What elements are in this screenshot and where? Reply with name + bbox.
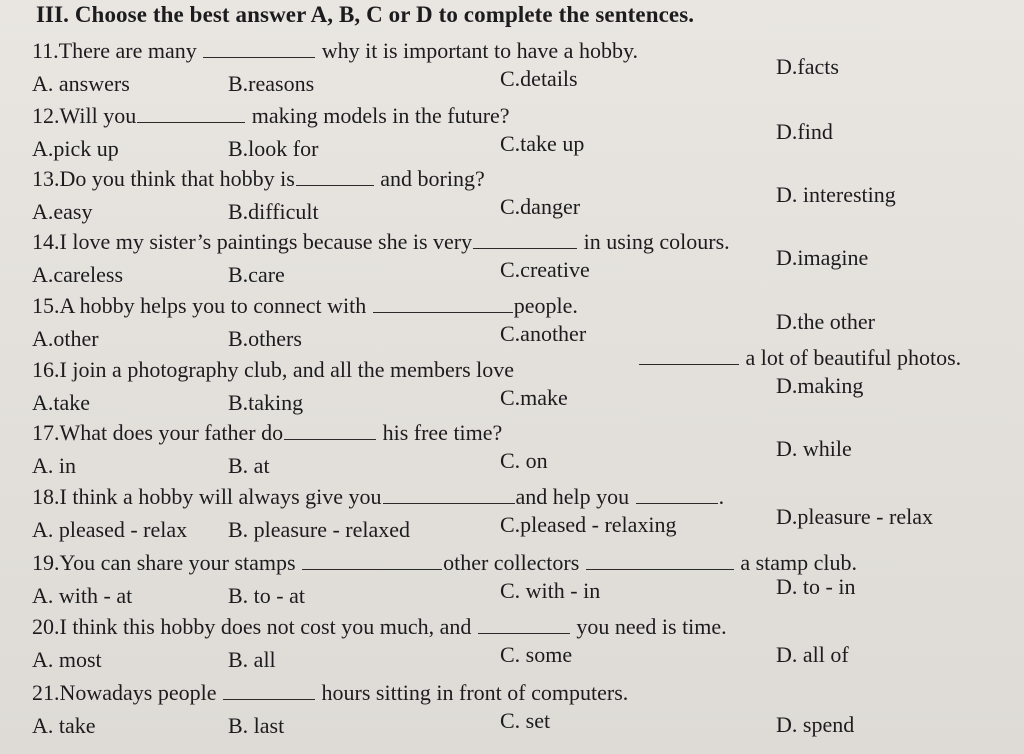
option-c[interactable]: C.make: [500, 385, 568, 410]
answer-blank[interactable]: [137, 104, 245, 123]
option-d[interactable]: D.imagine: [776, 245, 869, 270]
option-c[interactable]: C. on: [500, 448, 548, 473]
question-stem: 12.Will you making models in the future?: [32, 103, 510, 128]
answer-blank[interactable]: [383, 485, 515, 504]
answer-blank[interactable]: [302, 551, 442, 570]
option-a[interactable]: A. in: [32, 453, 76, 478]
option-a[interactable]: A.take: [32, 390, 91, 415]
question-stem: 21.Nowadays people hours sitting in front of computers.: [32, 680, 629, 705]
option-c[interactable]: C.take up: [500, 131, 585, 156]
question-12: [0, 103, 1024, 167]
option-b[interactable]: B.reasons: [228, 71, 315, 96]
question-14: [0, 229, 1024, 293]
question-18: [0, 484, 1024, 548]
option-b[interactable]: B.taking: [228, 390, 304, 415]
question-stem: 15.A hobby helps you to connect with people.: [32, 293, 578, 318]
option-b[interactable]: B. all: [228, 647, 276, 672]
option-c[interactable]: C.another: [500, 321, 587, 346]
option-d[interactable]: D.pleasure - relax: [776, 504, 933, 529]
question-20: [0, 614, 1024, 678]
option-a[interactable]: A.other: [32, 326, 99, 351]
question-stem: 16.I join a photography club, and all the members love: [32, 357, 515, 382]
answer-blank[interactable]: [284, 421, 376, 440]
option-b[interactable]: B. pleasure - relaxed: [228, 517, 411, 542]
question-21: [0, 680, 1024, 744]
question-stem: 13.Do you think that hobby is and boring?: [32, 166, 485, 191]
question-16: 16.I join a photography club, and all the members love a lot of beautiful photos. A.take B.taking C.make D.making: [32, 345, 962, 415]
option-d[interactable]: D. interesting: [776, 182, 896, 207]
question-stem: 14.I love my sister’s paintings because she is very in using colours.: [32, 229, 730, 254]
option-a[interactable]: A. pleased - relax: [32, 517, 188, 542]
answer-blank[interactable]: [203, 39, 315, 58]
answer-blank[interactable]: [478, 615, 570, 634]
question-17: [0, 420, 1024, 484]
option-d[interactable]: D.the other: [776, 309, 875, 334]
option-d[interactable]: D. to - in: [776, 574, 856, 599]
answer-blank-2[interactable]: [586, 551, 734, 570]
option-d[interactable]: D. while: [776, 436, 852, 461]
option-d[interactable]: D.find: [776, 119, 833, 144]
option-a[interactable]: A. answers: [32, 71, 130, 96]
option-c[interactable]: C.danger: [500, 194, 581, 219]
section-title: III. Choose the best answer A, B, C or D to complete the sentences.: [36, 2, 695, 27]
option-b[interactable]: B. last: [228, 713, 285, 738]
answer-blank[interactable]: [639, 346, 739, 365]
answer-blank[interactable]: [223, 681, 315, 700]
option-b[interactable]: B. at: [228, 453, 270, 478]
option-c[interactable]: C. some: [500, 642, 573, 667]
option-b[interactable]: B.others: [228, 326, 302, 351]
option-c[interactable]: C.details: [500, 66, 578, 91]
option-c[interactable]: C. with - in: [500, 578, 601, 603]
option-c[interactable]: C.creative: [500, 257, 590, 282]
answer-blank[interactable]: [373, 294, 513, 313]
option-a[interactable]: A. take: [32, 713, 96, 738]
option-c[interactable]: C.pleased - relaxing: [500, 512, 677, 537]
option-b[interactable]: B. to - at: [228, 583, 305, 608]
option-a[interactable]: A.careless: [32, 262, 124, 287]
option-a[interactable]: A. most: [32, 647, 102, 672]
option-a[interactable]: A. with - at: [32, 583, 133, 608]
option-b[interactable]: B.care: [228, 262, 285, 287]
option-a[interactable]: A.pick up: [32, 136, 119, 161]
question-stem: 11.There are many why it is important to have a hobby.: [32, 38, 639, 63]
option-d[interactable]: D. spend: [776, 712, 855, 737]
question-stem: 20.I think this hobby does not cost you much, and you need is time.: [32, 614, 727, 639]
option-d[interactable]: D.making: [776, 373, 864, 398]
option-d[interactable]: D.facts: [776, 54, 839, 79]
question-11: [0, 38, 1024, 102]
option-d[interactable]: D. all of: [776, 642, 849, 667]
option-c[interactable]: C. set: [500, 708, 551, 733]
question-stem: 18.I think a hobby will always give you and help you .: [32, 484, 725, 509]
question-19: [0, 550, 1024, 614]
question-stem: 19.You can share your stamps other collectors a stamp club.: [32, 550, 858, 575]
option-a[interactable]: A.easy: [32, 199, 93, 224]
option-b[interactable]: B.look for: [228, 136, 319, 161]
answer-blank-2[interactable]: [636, 485, 718, 504]
answer-blank[interactable]: [296, 167, 374, 186]
answer-blank[interactable]: [473, 230, 577, 249]
option-b[interactable]: B.difficult: [228, 199, 319, 224]
question-13: [0, 166, 1024, 230]
question-stem: 17.What does your father do his free time?: [32, 420, 503, 445]
